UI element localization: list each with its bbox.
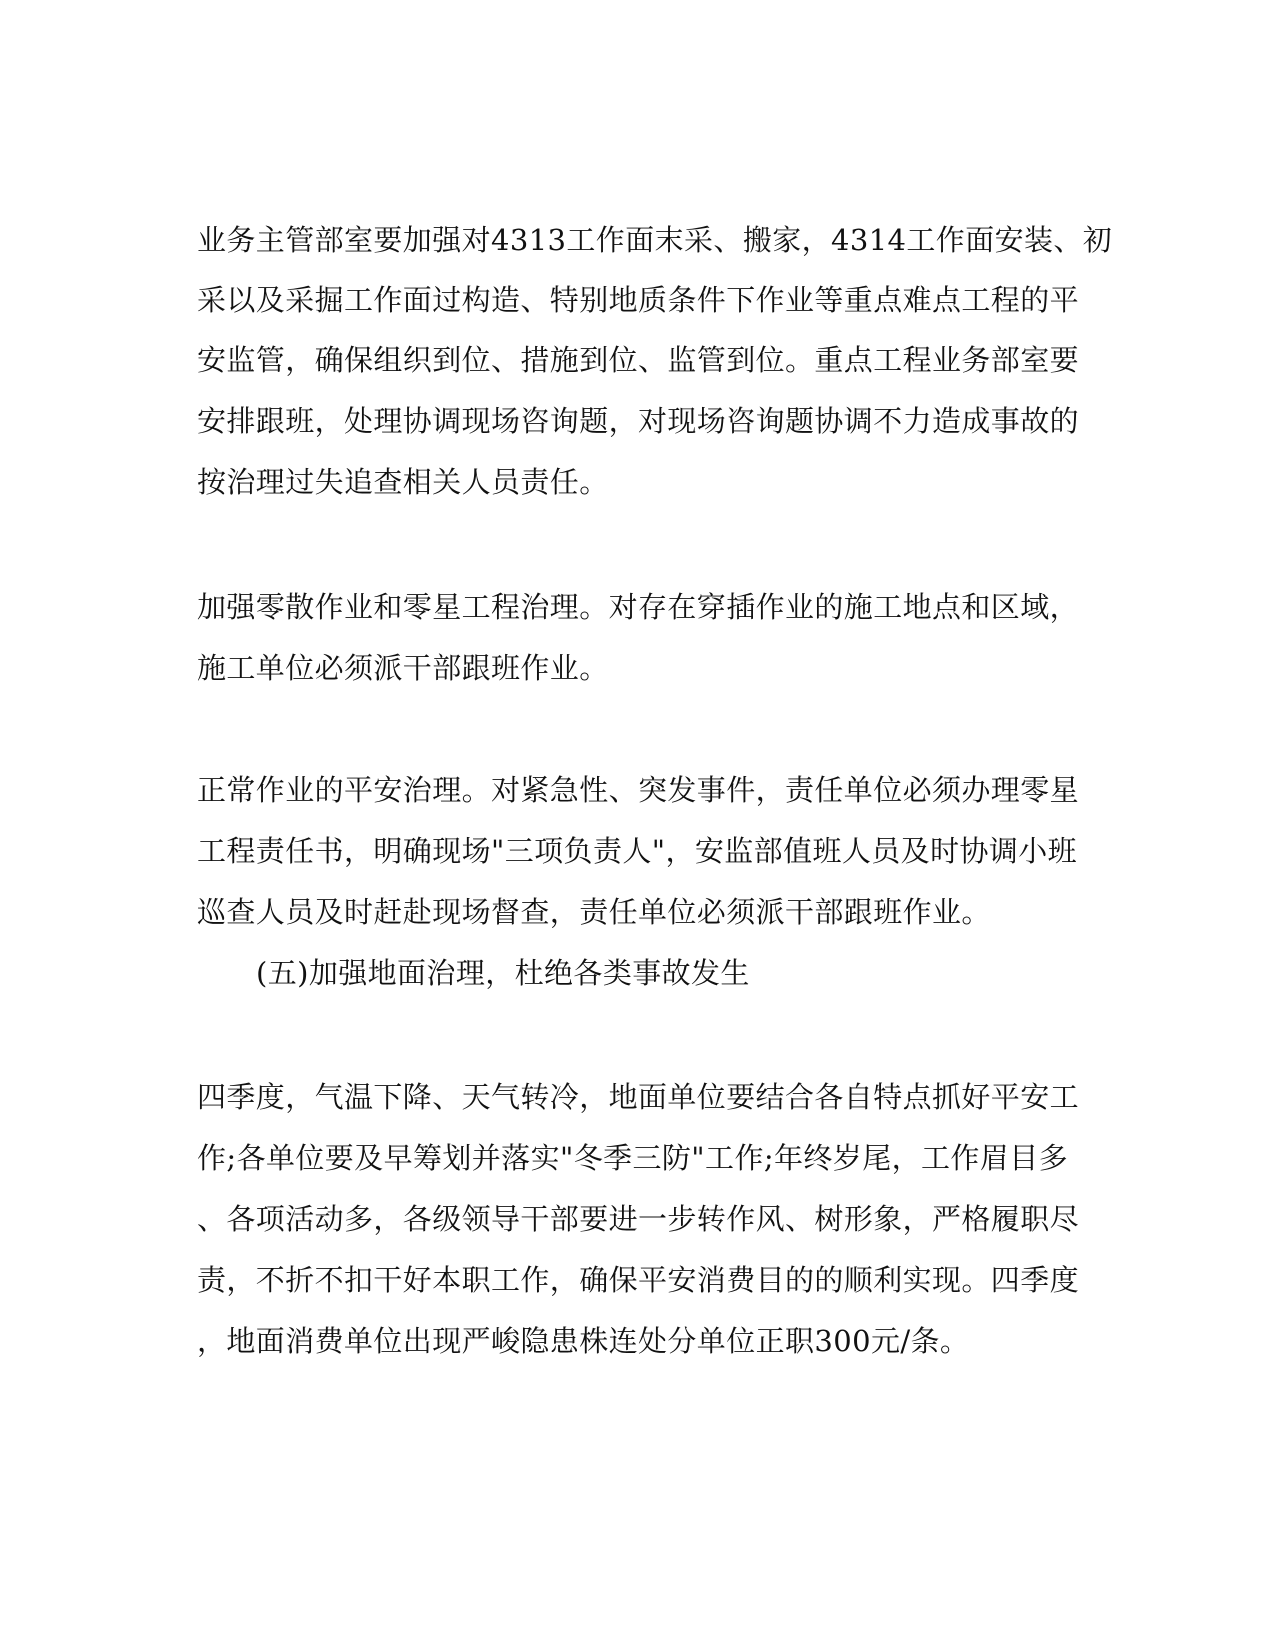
paragraph-line: 采以及采掘工作面过构造、特别地质条件下作业等重点难点工程的平 [197, 283, 1080, 317]
paragraph-line: 按治理过失追查相关人员责任。 [197, 465, 609, 499]
paragraph-line: 安监管，确保组织到位、措施到位、监管到位。重点工程业务部室要 [197, 343, 1080, 377]
paragraph-line: 正常作业的平安治理。对紧急性、突发事件，责任单位必须办理零星 [197, 773, 1080, 807]
paragraph-line: 责，不折不扣干好本职工作，确保平安消费目的的顺利实现。四季度 [197, 1263, 1080, 1297]
paragraph-line: 业务主管部室要加强对4313工作面末采、搬家，4314工作面安装、初 [197, 223, 1113, 257]
paragraph-line: 、各项活动多，各级领导干部要进一步转作风、树形象，严格履职尽 [197, 1202, 1080, 1236]
paragraph-line: 安排跟班，处理协调现场咨询题，对现场咨询题协调不力造成事故的 [197, 404, 1080, 438]
paragraph-line: 加强零散作业和零星工程治理。对存在穿插作业的施工地点和区域， [197, 590, 1080, 624]
paragraph-line: ，地面消费单位出现严峻隐患株连处分单位正职300元/条。 [197, 1324, 970, 1358]
paragraph-line: 巡查人员及时赶赴现场督查，责任单位必须派干部跟班作业。 [197, 895, 991, 929]
section-heading: (五)加强地面治理，杜绝各类事故发生 [256, 956, 750, 990]
paragraph-line: 四季度，气温下降、天气转冷，地面单位要结合各自特点抓好平安工 [197, 1080, 1080, 1114]
paragraph-line: 作;各单位要及早筹划并落实"冬季三防"工作;年终岁尾，工作眉目多 [197, 1141, 1069, 1175]
paragraph-line: 施工单位必须派干部跟班作业。 [197, 651, 609, 685]
paragraph-line: 工程责任书，明确现场"三项负责人"，安监部值班人员及时协调小班 [197, 834, 1078, 868]
